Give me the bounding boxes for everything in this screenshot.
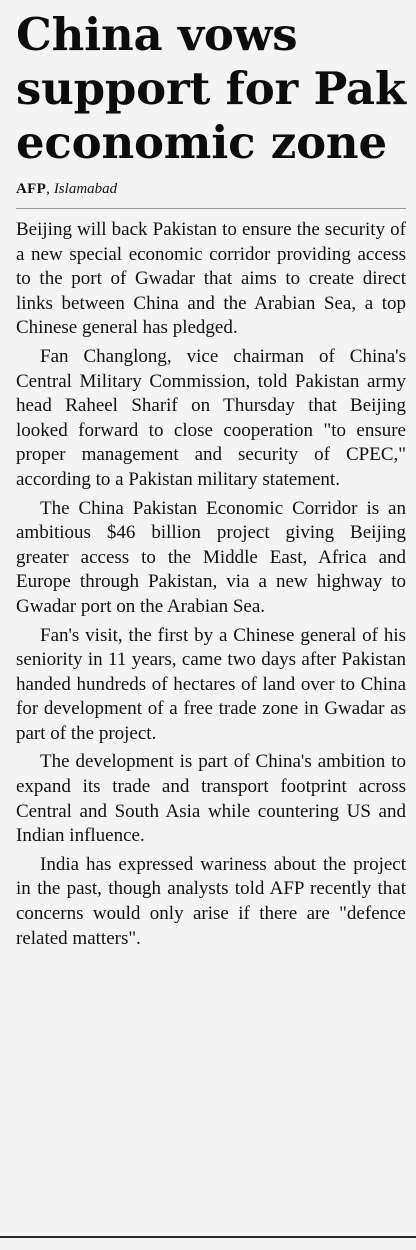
byline-location: Islamabad <box>53 181 118 197</box>
article-paragraph-6: India has expressed wariness about the project in the past, though analysts told AFP recently that concerns would only arise if there are "defence related matters". <box>16 853 406 949</box>
byline <box>16 180 406 209</box>
article-paragraph-4: Fan's visit, the first by a Chinese general of his seniority in 11 years, came two days after Pakistan handed hundreds of hectares of land over to China for development of a free trade zone in Gwadar as part of the project. <box>16 624 406 744</box>
article-paragraph-3: The China Pakistan Economic Corridor is an ambitious $46 billion project giving Beijing greater access to the Middle East, Africa and Europe through Pakistan, via a new highway to Gwadar port on the Arabian Sea. <box>16 497 406 617</box>
bottom-rule <box>0 1236 416 1238</box>
article-body <box>16 218 406 951</box>
byline-separator: , <box>46 181 50 197</box>
byline-agency: AFP <box>16 181 47 197</box>
article-paragraph-5: The development is part of China's ambition to expand its trade and transport footprint across Central and South Asia while countering US and Indian influence. <box>16 751 406 847</box>
headline: China vows support for Pak economic zone <box>16 8 406 169</box>
article-paragraph-2: Fan Changlong, vice chairman of China's Central Military Commission, told Pakistan army head Raheel Sharif on Thursday that Beijing looked forward to close cooperation "to ensure proper management and security of CPEC," according to a Pakistan military statement. <box>16 345 406 490</box>
article-paragraph-1: Beijing will back Pakistan to ensure the security of a new special economic corridor providing access to the port of Gwadar that aims to create direct links between China and the Arabian Sea, a top Chinese general has pledged. <box>16 219 406 339</box>
